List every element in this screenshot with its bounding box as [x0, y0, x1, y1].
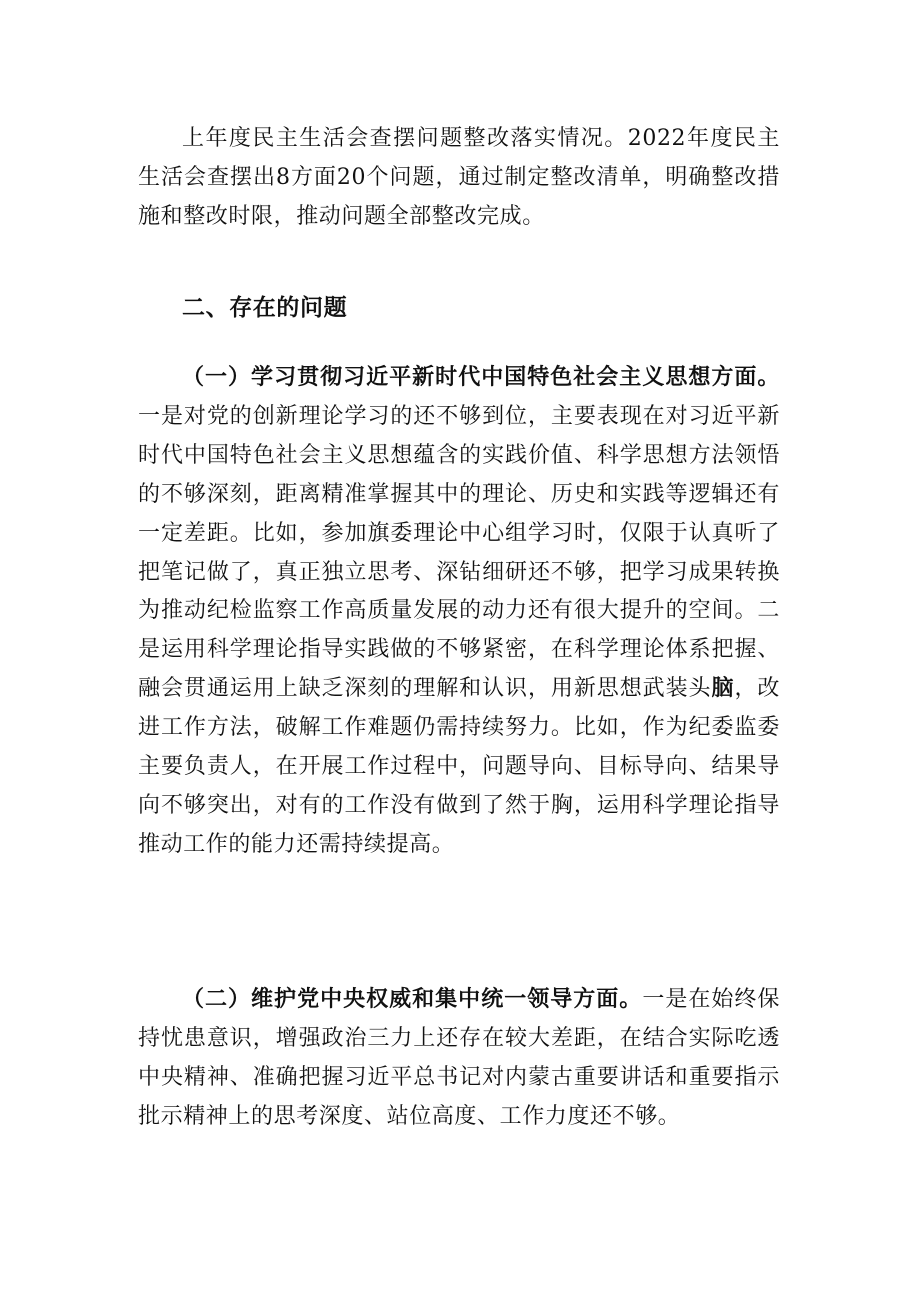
section-1-paragraph	[138, 359, 780, 865]
section-2-paragraph	[138, 981, 780, 1137]
intro-paragraph	[138, 120, 780, 237]
section-1-bold-char: 脑	[711, 676, 735, 702]
section-1-title: （一）学习贯彻习近平新时代中国特色社会主义思想方面。	[182, 365, 780, 390]
section-heading: 二、存在的问题	[182, 295, 348, 321]
section-2-body: 一是在始终保持忧患意识，增强政治三力上还存在较大差距，在结合实际吃透中央精神、准确把握习近平总书记对内蒙古重要讲话和重要指示批示精神上的思考深度、站位高度、工作力度还不够。	[138, 987, 780, 1129]
intro-text: 上年度民主生活会查摆问题整改落实情况。2022年度民主生活会查摆出8方面20个问题，通过制定整改清单，明确整改措施和整改时限，推动问题全部整改完成。	[138, 126, 780, 229]
section-2-title: （二）维护党中央权威和集中统一领导方面。	[182, 987, 643, 1012]
section-1-body-part2: ，改进工作方法，破解工作难题仍需持续努力。比如，作为纪委监委主要负责人，在开展工作过程中，问题导向、目标导向、结果导向不够突出，对有的工作没有做到了然于胸，运用科学理论指导推动工作的能力还需持续提高。	[138, 676, 780, 857]
section-1-body-part1: 一是对党的创新理论学习的还不够到位，主要表现在对习近平新时代中国特色社会主义思想蕴含的实践价值、科学思想方法领悟的不够深刻，距离精准掌握其中的理论、历史和实践等逻辑还有一定差距。比如，参加旗委理论中心组学习时，仅限于认真听了把笔记做了，真正独立思考、深钻细研还不够，把学习成果转换为推动纪检监察工作高质量发展的动力还有很大提升的空间。二是运用科学理论指导实践做的不够紧密，在科学理论体系把握、融会贯通运用上缺乏深刻的理解和认识，用新思想武装头	[138, 403, 780, 702]
